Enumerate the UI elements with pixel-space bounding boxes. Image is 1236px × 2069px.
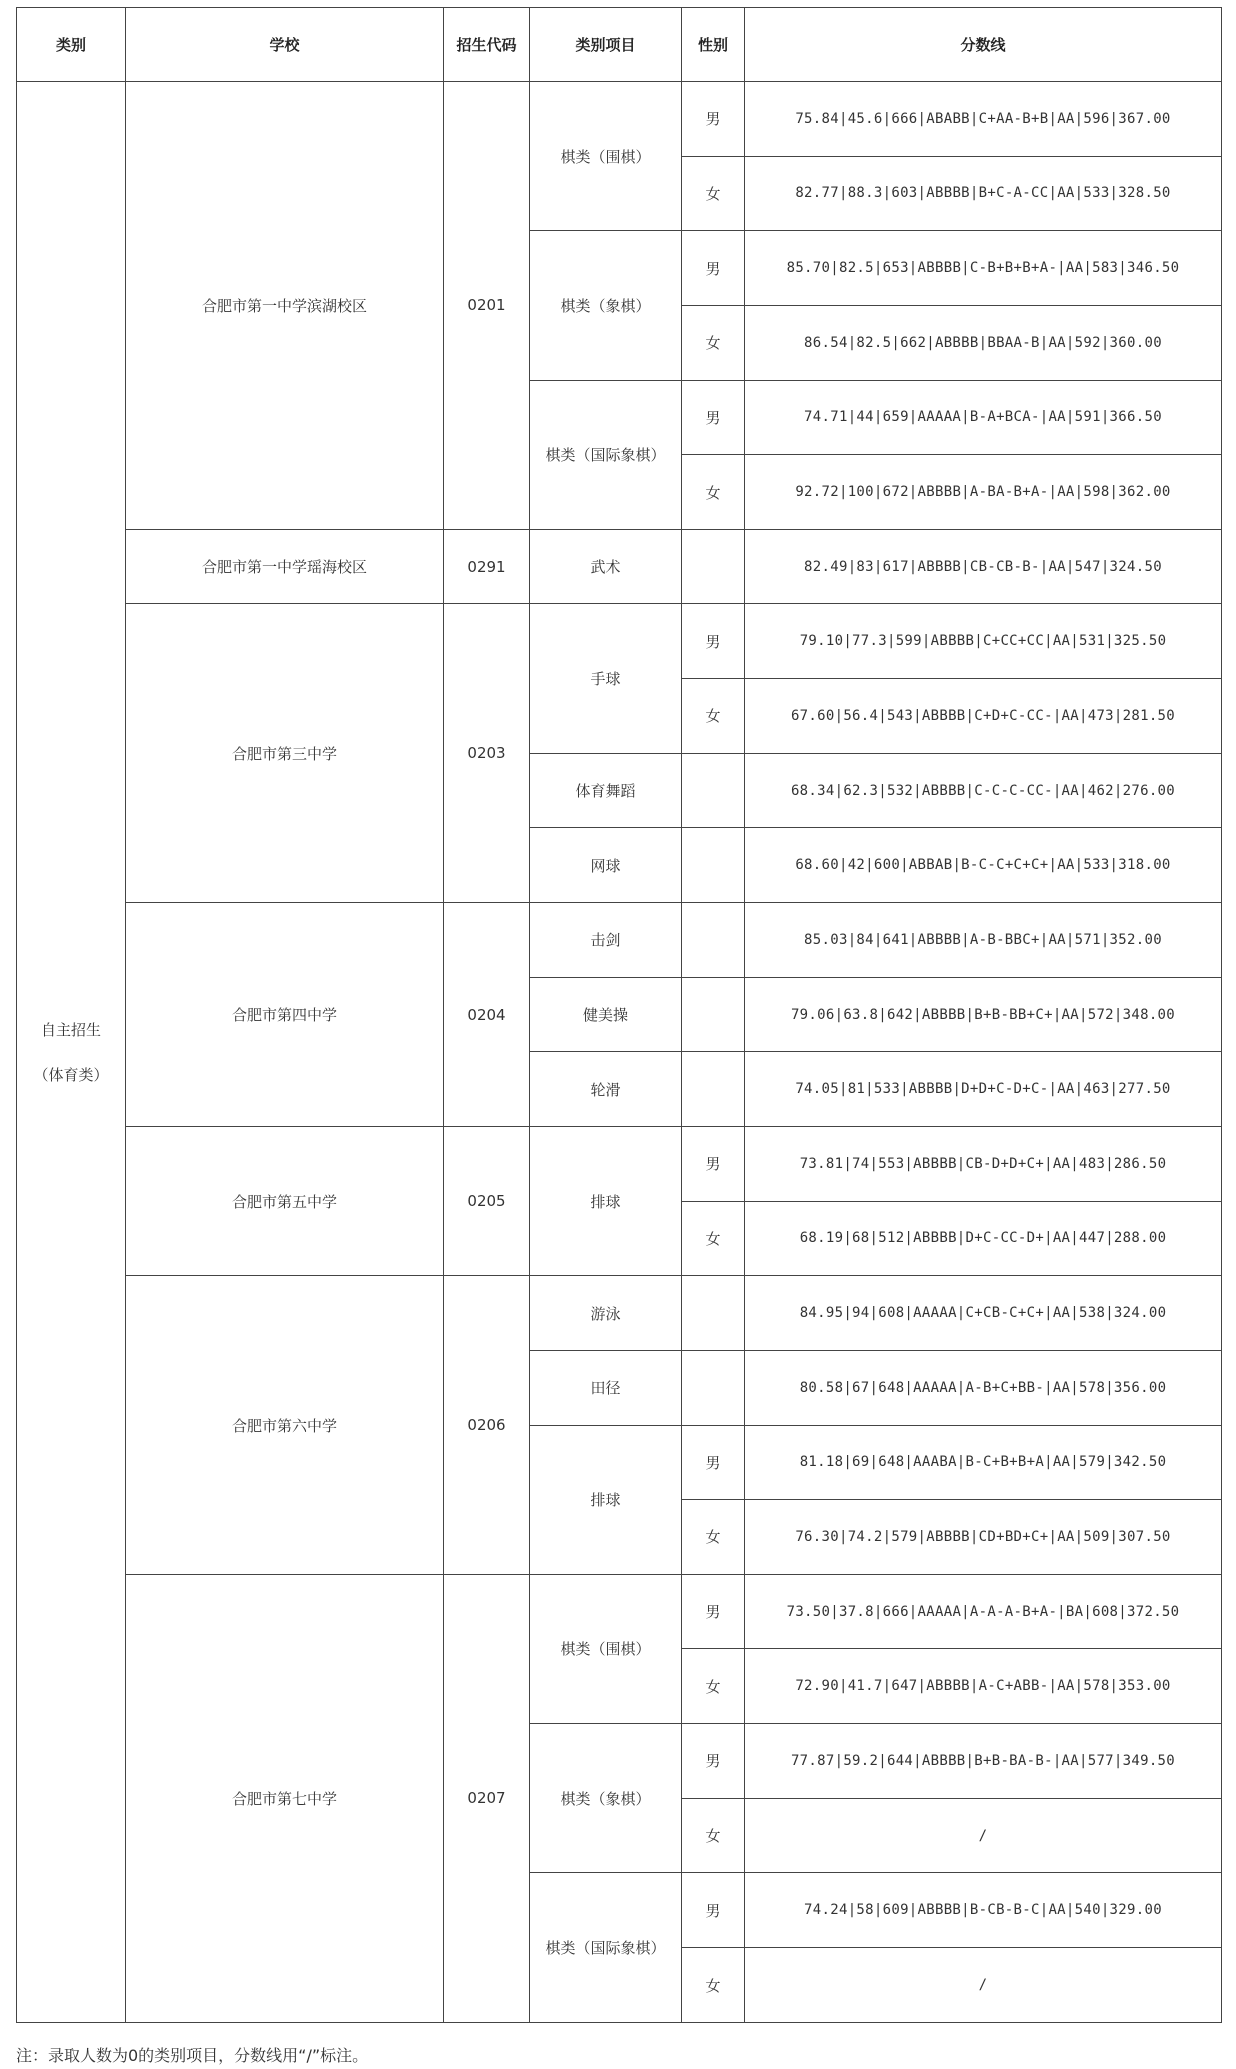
score-cell: 76.30|74.2|579|ABBBB|CD+BD+C+|AA|509|307.50 (745, 1500, 1222, 1575)
gender-cell: 男 (682, 231, 745, 306)
item-cell: 排球 (530, 1126, 682, 1275)
table-row (17, 82, 1222, 157)
code-cell: 0207 (444, 1574, 530, 2022)
item-cell: 游泳 (530, 1276, 682, 1351)
score-cell: 77.87|59.2|644|ABBBB|B+B-BA-B-|AA|577|349.50 (745, 1724, 1222, 1799)
gender-cell: 男 (682, 1126, 745, 1201)
score-cell: / (745, 1798, 1222, 1873)
category-line2: （体育类） (33, 1066, 109, 1084)
score-cell: 73.81|74|553|ABBBB|CB-D+D+C+|AA|483|286.50 (745, 1126, 1222, 1201)
item-cell: 棋类（围棋） (530, 1574, 682, 1723)
code-cell: 0205 (444, 1126, 530, 1275)
score-cell: 73.50|37.8|666|AAAAA|A-A-A-B+A-|BA|608|372.50 (745, 1574, 1222, 1649)
category-cell (17, 82, 126, 2023)
score-cell: 79.10|77.3|599|ABBBB|C+CC+CC|AA|531|325.50 (745, 604, 1222, 679)
header-item: 类别项目 (530, 8, 682, 82)
header-score: 分数线 (745, 8, 1222, 82)
gender-cell (682, 828, 745, 903)
gender-cell: 女 (682, 1798, 745, 1873)
school-cell: 合肥市第五中学 (126, 1126, 444, 1275)
gender-cell (682, 1350, 745, 1425)
gender-cell: 女 (682, 156, 745, 231)
score-cell: 68.34|62.3|532|ABBBB|C-C-C-CC-|AA|462|276.00 (745, 753, 1222, 828)
score-cell: 68.60|42|600|ABBAB|B-C-C+C+C+|AA|533|318.00 (745, 828, 1222, 903)
score-cell: 75.84|45.6|666|ABABB|C+AA-B+B|AA|596|367.00 (745, 82, 1222, 157)
gender-cell: 女 (682, 455, 745, 530)
table-row (17, 529, 1222, 604)
school-cell: 合肥市第一中学瑶海校区 (126, 529, 444, 604)
gender-cell: 男 (682, 82, 745, 157)
item-cell: 武术 (530, 529, 682, 604)
gender-cell: 女 (682, 1649, 745, 1724)
score-cell: 92.72|100|672|ABBBB|A-BA-B+A-|AA|598|362.00 (745, 455, 1222, 530)
gender-cell: 男 (682, 604, 745, 679)
table-row (17, 1574, 1222, 1649)
score-cell: 82.49|83|617|ABBBB|CB-CB-B-|AA|547|324.50 (745, 529, 1222, 604)
gender-cell (682, 529, 745, 604)
gender-cell: 女 (682, 1948, 745, 2023)
score-cell: 81.18|69|648|AAABA|B-C+B+B+A|AA|579|342.50 (745, 1425, 1222, 1500)
score-cell: 85.03|84|641|ABBBB|A-B-BBC+|AA|571|352.00 (745, 903, 1222, 978)
score-cell: 84.95|94|608|AAAAA|C+CB-C+C+|AA|538|324.00 (745, 1276, 1222, 1351)
gender-cell (682, 1052, 745, 1127)
header-school: 学校 (126, 8, 444, 82)
code-cell: 0291 (444, 529, 530, 604)
gender-cell: 男 (682, 1873, 745, 1948)
gender-cell: 女 (682, 305, 745, 380)
score-cell: 74.71|44|659|AAAAA|B-A+BCA-|AA|591|366.50 (745, 380, 1222, 455)
gender-cell: 女 (682, 1201, 745, 1276)
item-cell: 健美操 (530, 977, 682, 1052)
gender-cell: 男 (682, 1574, 745, 1649)
gender-cell: 女 (682, 1500, 745, 1575)
item-cell: 棋类（象棋） (530, 1724, 682, 1873)
score-cell: 74.24|58|609|ABBBB|B-CB-B-C|AA|540|329.00 (745, 1873, 1222, 1948)
footnote: 注：录取人数为0的类别项目，分数线用“/”标注。 (16, 2046, 369, 2065)
header-category: 类别 (17, 8, 126, 82)
gender-cell (682, 903, 745, 978)
score-cell: 74.05|81|533|ABBBB|D+D+C-D+C-|AA|463|277.50 (745, 1052, 1222, 1127)
score-table (16, 7, 1222, 2023)
school-cell: 合肥市第六中学 (126, 1276, 444, 1575)
item-cell: 体育舞蹈 (530, 753, 682, 828)
gender-cell (682, 977, 745, 1052)
gender-cell: 男 (682, 380, 745, 455)
school-cell: 合肥市第四中学 (126, 903, 444, 1127)
score-cell: 86.54|82.5|662|ABBBB|BBAA-B|AA|592|360.00 (745, 305, 1222, 380)
gender-cell: 女 (682, 679, 745, 754)
table-row (17, 1126, 1222, 1201)
score-cell: 68.19|68|512|ABBBB|D+C-CC-D+|AA|447|288.00 (745, 1201, 1222, 1276)
table-body (17, 82, 1222, 2023)
item-cell: 网球 (530, 828, 682, 903)
item-cell: 田径 (530, 1350, 682, 1425)
item-cell: 棋类（象棋） (530, 231, 682, 380)
header-code: 招生代码 (444, 8, 530, 82)
item-cell: 手球 (530, 604, 682, 753)
item-cell: 棋类（围棋） (530, 82, 682, 231)
score-cell: 85.70|82.5|653|ABBBB|C-B+B+B+A-|AA|583|346.50 (745, 231, 1222, 306)
school-cell: 合肥市第三中学 (126, 604, 444, 903)
score-cell: 67.60|56.4|543|ABBBB|C+D+C-CC-|AA|473|281.50 (745, 679, 1222, 754)
item-cell: 轮滑 (530, 1052, 682, 1127)
score-cell: 82.77|88.3|603|ABBBB|B+C-A-CC|AA|533|328.50 (745, 156, 1222, 231)
score-cell: 80.58|67|648|AAAAA|A-B+C+BB-|AA|578|356.00 (745, 1350, 1222, 1425)
school-cell: 合肥市第一中学滨湖校区 (126, 82, 444, 530)
code-cell: 0204 (444, 903, 530, 1127)
item-cell: 棋类（国际象棋） (530, 1873, 682, 2023)
category-line1: 自主招生 (40, 1021, 101, 1039)
school-cell: 合肥市第七中学 (126, 1574, 444, 2022)
item-cell: 击剑 (530, 903, 682, 978)
code-cell: 0201 (444, 82, 530, 530)
gender-cell (682, 1276, 745, 1351)
header-row (17, 8, 1222, 82)
item-cell: 棋类（国际象棋） (530, 380, 682, 529)
score-cell: / (745, 1948, 1222, 2023)
header-gender: 性别 (682, 8, 745, 82)
score-cell: 72.90|41.7|647|ABBBB|A-C+ABB-|AA|578|353.00 (745, 1649, 1222, 1724)
item-cell: 排球 (530, 1425, 682, 1574)
gender-cell: 男 (682, 1425, 745, 1500)
code-cell: 0203 (444, 604, 530, 903)
table-row (17, 903, 1222, 978)
gender-cell (682, 753, 745, 828)
table-row (17, 604, 1222, 679)
gender-cell: 男 (682, 1724, 745, 1799)
code-cell: 0206 (444, 1276, 530, 1575)
score-cell: 79.06|63.8|642|ABBBB|B+B-BB+C+|AA|572|348.00 (745, 977, 1222, 1052)
table-row (17, 1276, 1222, 1351)
